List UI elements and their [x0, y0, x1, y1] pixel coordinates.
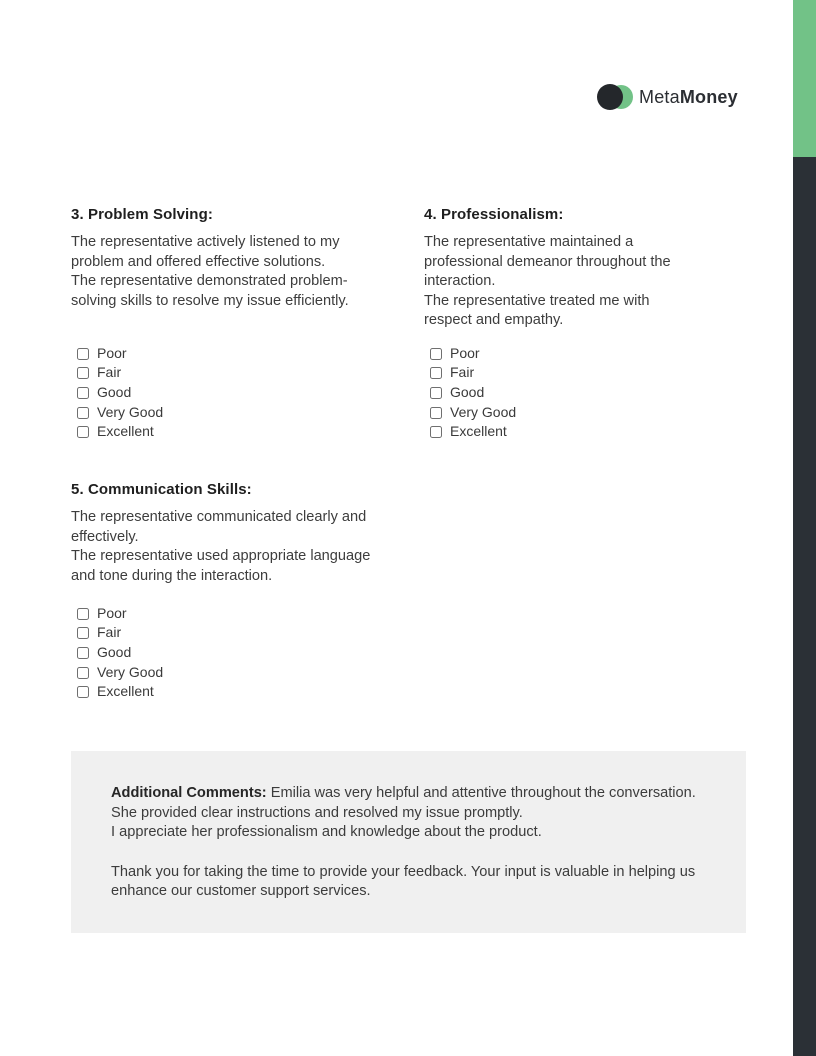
section-communication-skills [71, 481, 389, 700]
problem-solving-option-fair[interactable] [71, 363, 163, 383]
checkbox-icon[interactable] [430, 426, 442, 438]
option-label: Poor [97, 604, 127, 621]
section-problem-solving-description [71, 233, 379, 311]
checkbox-icon[interactable] [77, 667, 89, 679]
section-professionalism [424, 206, 684, 440]
professionalism-option-poor[interactable] [424, 343, 516, 363]
option-label: Poor [97, 344, 127, 361]
description-sentence: The representative demonstrated problem-solving skills to resolve my issue efficiently. [71, 273, 349, 309]
description-sentence: The representative actively listened to my problem and offered effective solutions. [71, 234, 340, 270]
problem-solving-option-very-good[interactable] [71, 402, 163, 422]
description-sentence: The representative communicated clearly and effectively. [71, 509, 367, 545]
problem-solving-option-good[interactable] [71, 382, 163, 402]
option-label: Excellent [97, 423, 154, 440]
option-label: Good [450, 383, 485, 400]
professionalism-option-very-good[interactable] [424, 402, 516, 422]
additional-comments-label: Additional Comments: [111, 785, 267, 801]
checkbox-icon[interactable] [77, 387, 89, 399]
professionalism-option-good[interactable] [424, 382, 516, 402]
checkbox-icon[interactable] [77, 686, 89, 698]
problem-solving-option-excellent[interactable] [71, 421, 163, 441]
communication-skills-rating-options [71, 603, 163, 701]
description-sentence: The representative maintained a professional demeanor throughout the interaction. [424, 234, 671, 290]
section-problem-solving [71, 206, 379, 440]
section-communication-skills-heading: 5. Communication Skills: [71, 481, 252, 498]
additional-comments-paragraph [111, 784, 706, 843]
additional-comments-box [71, 751, 746, 933]
option-label: Fair [97, 624, 122, 641]
professionalism-option-fair[interactable] [424, 363, 516, 383]
metamoney-logo [597, 84, 738, 111]
professionalism-option-excellent[interactable] [424, 421, 516, 441]
communication-skills-option-very-good[interactable] [71, 662, 163, 682]
option-label: Fair [450, 364, 475, 381]
dark-accent-strip [793, 157, 816, 1056]
description-sentence: The representative treated me with respect and empathy. [424, 292, 650, 329]
logo-circles-icon [597, 84, 633, 111]
checkbox-icon[interactable] [77, 426, 89, 438]
section-professionalism-heading: 4. Professionalism: [424, 206, 564, 223]
additional-comments-text: Emilia was very helpful and attentive throughout the conversation. She provided clear instructions and resolved my issue promptly. [111, 785, 696, 821]
logo-text-meta: Meta [639, 87, 680, 107]
communication-skills-option-fair[interactable] [71, 623, 163, 643]
checkbox-icon[interactable] [77, 367, 89, 379]
communication-skills-option-excellent[interactable] [71, 681, 163, 701]
section-problem-solving-heading: 3. Problem Solving: [71, 206, 213, 223]
section-communication-skills-description [71, 508, 389, 586]
logo-text-money: Money [679, 87, 738, 107]
option-label: Very Good [97, 403, 164, 420]
additional-comments-text-line2: I appreciate her professionalism and knowledge about the product. [111, 824, 542, 840]
communication-skills-option-poor[interactable] [71, 603, 163, 623]
option-label: Very Good [450, 403, 517, 420]
problem-solving-option-poor[interactable] [71, 343, 163, 363]
checkbox-icon[interactable] [430, 387, 442, 399]
checkbox-icon[interactable] [77, 407, 89, 419]
checkbox-icon[interactable] [77, 348, 89, 360]
checkbox-icon[interactable] [77, 647, 89, 659]
checkbox-icon[interactable] [430, 407, 442, 419]
option-label: Poor [450, 344, 480, 361]
option-label: Very Good [97, 663, 164, 680]
logo-dark-circle [597, 84, 623, 110]
professionalism-rating-options [424, 343, 516, 441]
checkbox-icon[interactable] [430, 367, 442, 379]
logo-text [639, 87, 738, 108]
communication-skills-option-good[interactable] [71, 642, 163, 662]
checkbox-icon[interactable] [77, 608, 89, 620]
description-sentence: The representative used appropriate language and tone during the interaction. [71, 548, 371, 584]
problem-solving-rating-options [71, 343, 163, 441]
option-label: Good [97, 643, 132, 660]
option-label: Good [97, 383, 132, 400]
green-accent-strip [793, 0, 816, 157]
section-professionalism-description [424, 233, 684, 331]
checkbox-icon[interactable] [77, 627, 89, 639]
option-label: Excellent [97, 683, 154, 700]
thank-you-text: Thank you for taking the time to provide your feedback. Your input is valuable in helping us enhance our customer support services. [111, 863, 696, 899]
checkbox-icon[interactable] [430, 348, 442, 360]
option-label: Fair [97, 364, 122, 381]
option-label: Excellent [450, 423, 507, 440]
